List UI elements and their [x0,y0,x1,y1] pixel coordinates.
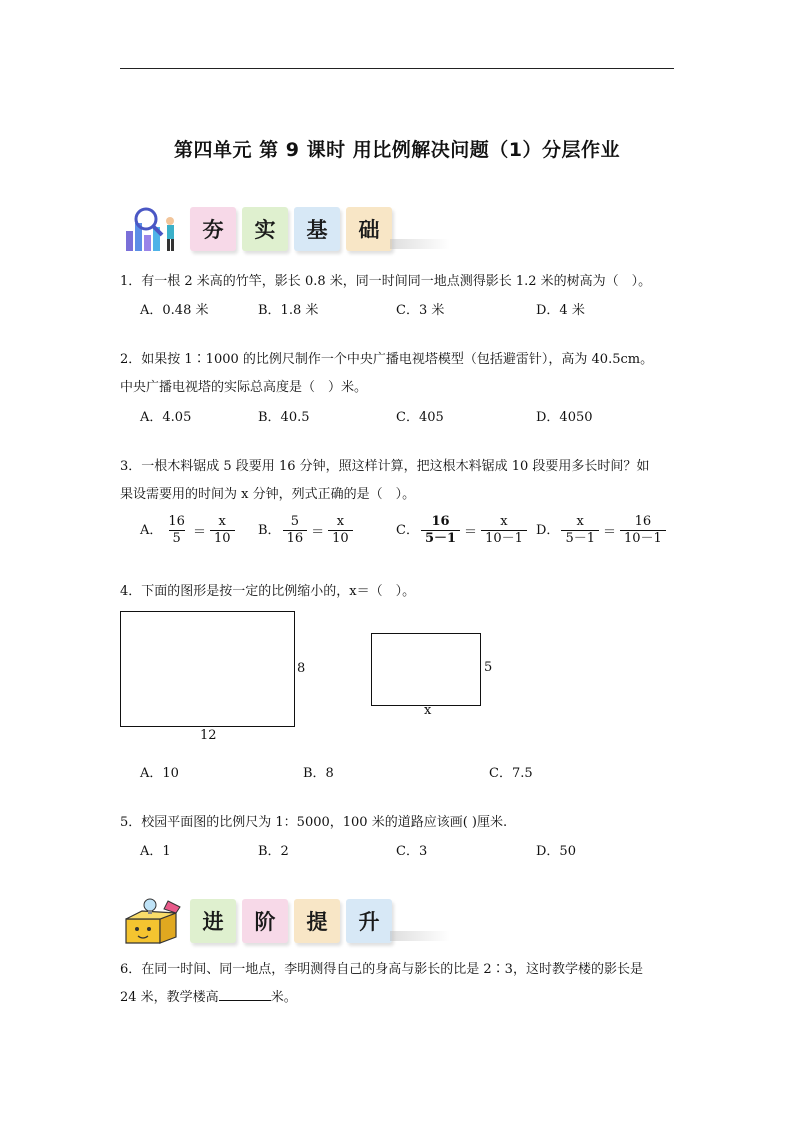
question-2 [120,348,680,400]
option-letter: A． [140,523,163,538]
tile-ti: 提 [294,899,340,943]
small-height-label: 5 [484,660,493,675]
option-b[interactable]: B． $\frac{5}{16}$ ＝ $\frac{x}{10}$ [258,514,355,547]
option-c[interactable]: C．405 [396,410,444,425]
page-title: 第四单元 第 9 课时 用比例解决问题（1）分层作业 [174,139,620,161]
question-3 [120,455,680,507]
tile-shi: 实 [242,207,288,251]
question-2-line1: 2．如果按 1∶1000 的比例尺制作一个中央广播电视塔模型（包括避雷针），高为 40.5cm。 [120,352,654,367]
option-letter: B． [258,523,281,538]
large-rectangle [120,611,295,727]
tile-jin: 进 [190,899,236,943]
question-4: 4．下面的图形是按一定的比例缩小的，x＝（ ）。 [120,584,416,599]
header-rule [120,68,674,69]
option-c[interactable]: C． $\frac{16}{5-1}$ ＝ $\frac{x}{10-1}$ [396,514,529,547]
fraction: $\frac{16}{5}$ [168,514,185,546]
option-a[interactable]: A．4.05 [140,410,192,425]
tile-ji: 基 [294,207,340,251]
option-d[interactable]: D．4 米 [536,303,585,318]
option-c[interactable]: C．7.5 [489,766,533,781]
option-b[interactable]: B．8 [303,766,334,781]
tile-sheng: 升 [346,899,392,943]
fraction: $\frac{x}{5-1}$ [561,514,599,547]
option-a[interactable]: A． $\frac{16}{5}$ ＝ $\frac{x}{10}$ [140,514,237,547]
question-2-line2: 中央广播电视塔的实际总高度是（ ）米。 [120,380,368,395]
fraction: $\frac{x}{10-1}$ [481,514,527,547]
question-5-options [140,840,680,860]
question-4-options [140,762,680,782]
option-letter: C． [396,523,419,538]
question-2-options [140,406,680,426]
option-c[interactable]: C．3 米 [396,303,445,318]
small-rectangle [371,633,481,706]
fraction: $\frac{x}{10}$ [210,514,235,547]
banner-shadow [390,931,450,941]
option-d[interactable]: D． $\frac{x}{5-1}$ ＝ $\frac{16}{10-1}$ [536,514,668,547]
small-width-label: x [424,703,432,718]
section-banner-advanced [120,897,420,947]
question-3-line2: 果设需要用的时间为 x 分钟，列式正确的是（ ）。 [120,487,416,502]
tile-hang: 夯 [190,207,236,251]
question-1: 1．有一根 2 米高的竹竿，影长 0.8 米，同一时间同一地点测得影长 1.2 米的树高为（ ）。 [120,274,652,289]
option-d[interactable]: D．50 [536,844,576,859]
option-d[interactable]: D．4050 [536,410,593,425]
option-a[interactable]: A．10 [140,766,179,781]
option-c[interactable]: C．3 [396,844,428,859]
large-width-label: 12 [200,728,217,743]
fraction: $\frac{16}{5-1}$ [421,514,460,547]
question-6-line2: 24 米，教学楼高 米。 [120,986,680,1010]
option-b[interactable]: B．2 [258,844,289,859]
question-5: 5．校园平面图的比例尺为 1：5000，100 米的道路应该画( )厘米. [120,815,508,830]
box-lightbulb-icon [120,897,186,947]
option-b[interactable]: B．1.8 米 [258,303,319,318]
section-banner-basic [120,205,420,255]
option-a[interactable]: A．1 [140,844,171,859]
option-letter: D． [536,523,560,538]
banner-shadow [390,239,450,249]
tile-jie: 阶 [242,899,288,943]
option-a[interactable]: A．0.48 米 [140,303,209,318]
fraction: $\frac{16}{10-1}$ [620,514,666,547]
question-6-line1: 6．在同一时间、同一地点，李明测得自己的身高与影长的比是 2∶3，这时教学楼的影长是 [120,962,643,977]
option-b[interactable]: B．40.5 [258,410,310,425]
question-3-options [140,514,680,554]
answer-blank[interactable] [219,986,271,1001]
fraction: $\frac{5}{16}$ [283,514,308,547]
question-6 [120,958,680,1010]
large-height-label: 8 [297,661,306,676]
fraction: $\frac{x}{10}$ [328,514,353,547]
tile-chu: 础 [346,207,392,251]
magnifier-chart-icon [120,205,186,255]
question-3-line1: 3．一根木料锯成 5 段要用 16 分钟，照这样计算，把这根木料锯成 10 段要用多长时间？如 [120,459,650,474]
question-1-options [140,299,680,319]
